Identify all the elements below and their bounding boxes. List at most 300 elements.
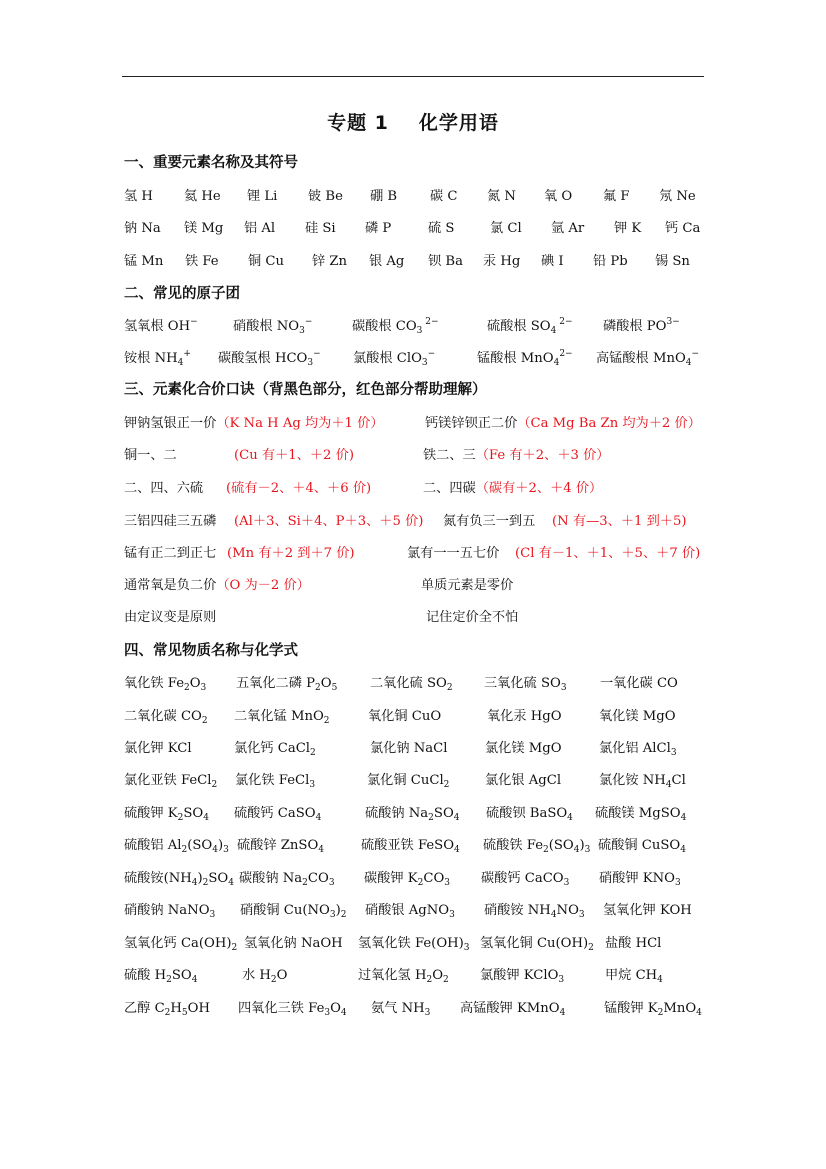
formula-subscript: 2 <box>302 878 308 888</box>
valence-row <box>124 510 724 530</box>
formula-subscript: 2 <box>340 910 347 920</box>
compound-row <box>124 899 724 919</box>
compound-item <box>480 964 564 985</box>
compound-item <box>234 705 330 726</box>
formula-subscript: 4 <box>559 1008 566 1018</box>
formula-part: Al <box>167 838 182 853</box>
compound-name: 二氧化硫 <box>370 676 427 691</box>
formula-subscript: 4 <box>203 813 209 823</box>
valence-note: （K Na H Ag 均为＋1 价） <box>216 416 384 431</box>
valence-rhyme: 二、四碳（碳有＋2、＋4 价） <box>423 481 603 496</box>
compound-item <box>234 802 321 823</box>
valence-note: （Fe 有＋2、＋3 价） <box>475 448 610 463</box>
formula-subscript: 4 <box>228 878 234 888</box>
compound-item <box>364 867 450 888</box>
element-item: 碳 C <box>430 189 458 204</box>
formula-part: Fe <box>526 838 543 853</box>
formula-part: P <box>306 676 316 691</box>
formula-part: Ca(OH) <box>180 936 232 951</box>
compound-row <box>124 834 724 854</box>
compound-name: 一氧化碳 <box>600 676 657 691</box>
formula-part: ) <box>217 838 224 853</box>
formula-part: O <box>189 676 201 691</box>
valence-row <box>124 412 724 432</box>
formula-subscript: 3 <box>563 878 570 888</box>
formula-part: KOH <box>659 903 692 918</box>
group-item-bicarbonate: 碳酸氢根 $HCO_3^-$ <box>218 349 321 368</box>
compound-item <box>460 997 565 1018</box>
formula-part: O <box>276 968 288 983</box>
compound-item <box>599 737 677 758</box>
compound-name: 三氧化硫 <box>484 676 541 691</box>
group-item-permanganate: 高锰酸根 MnO$_4$− <box>596 349 700 368</box>
formula-part: KNO <box>642 871 675 886</box>
compound-item <box>238 997 347 1018</box>
compound-item <box>124 834 229 855</box>
compound-item <box>240 899 346 920</box>
group-item-hydroxide: 氢氧根 OH− <box>124 317 198 334</box>
formula-subscript: 5 <box>181 1008 188 1018</box>
formula-subscript: 2 <box>184 683 190 693</box>
compound-row <box>124 705 724 725</box>
compound-item <box>124 802 209 823</box>
formula-subscript: 4 <box>453 813 460 823</box>
compound-name: 氢氧化钠 <box>244 936 301 951</box>
compound-name: 高锰酸钾 <box>460 1001 517 1016</box>
formula-part: C <box>154 1001 165 1016</box>
formula-subscript: 2 <box>231 943 238 953</box>
compound-name: 四氧化三铁 <box>238 1001 309 1016</box>
formula-part: CaSO <box>277 806 316 821</box>
formula-subscript: 4 <box>454 845 460 855</box>
compound-row <box>124 964 724 984</box>
formula-part: Cu(OH) <box>536 936 589 951</box>
compound-item <box>371 997 430 1018</box>
formula-subscript: 2 <box>443 975 449 985</box>
formula-part: AlCl <box>642 741 671 756</box>
formula-part: CO <box>423 871 445 886</box>
formula-part: Fe <box>167 676 184 691</box>
valence-note: (Cu 有＋1、＋2 价) <box>234 448 354 463</box>
element-row <box>124 217 724 237</box>
element-item: 铍 Be <box>308 189 343 204</box>
valence-note: (N 有—3、＋1 到＋5) <box>552 514 687 529</box>
compound-item <box>485 769 561 788</box>
compound-name: 硫酸铁 <box>483 838 527 853</box>
valence-rhyme: 三铝四硅三五磷 <box>124 514 217 529</box>
compound-name: 氢氧化铜 <box>480 936 537 951</box>
formula-subscript: 2 <box>426 975 433 985</box>
formula-subscript: 2 <box>202 878 209 888</box>
section-heading-compounds: 四、常见物质名称与化学式 <box>124 643 298 659</box>
compound-item <box>124 997 210 1018</box>
formula-subscript: 3 <box>584 845 591 855</box>
formula-part: SO <box>171 968 192 983</box>
group-item-chlorate: 氯酸根 ClO$_3$− <box>353 349 436 368</box>
formula-part: CO <box>180 709 202 724</box>
formula-subscript: 4 <box>318 845 325 855</box>
formula-part: FeCl <box>278 773 310 788</box>
compound-name: 硫酸铝 <box>124 838 168 853</box>
compound-name: 硫酸铵 <box>124 871 164 886</box>
valence-note: (Al＋3、Si＋4、P＋3、＋5 价) <box>234 514 424 529</box>
compound-item <box>484 672 567 693</box>
formula-subscript: 3 <box>444 878 450 888</box>
compound-name: 氯化银 <box>485 773 529 788</box>
formula-part: H <box>414 968 427 983</box>
formula-subscript: 3 <box>463 943 470 953</box>
group-item-phosphate: 磷酸根 $PO^{3-}$ <box>603 317 680 334</box>
element-item: 氢 H <box>124 189 153 204</box>
element-item: 汞 Hg <box>483 254 521 269</box>
compound-name: 硝酸铜 <box>240 903 284 918</box>
formula-subscript: 4 <box>680 845 686 855</box>
valence-note: （碳有＋2、＋4 价） <box>475 481 603 496</box>
formula-part: CuO <box>411 709 442 724</box>
compound-item <box>365 899 455 920</box>
compound-name: 硫酸钾 <box>124 806 168 821</box>
compound-row <box>124 932 724 952</box>
element-item: 氧 O <box>544 189 573 204</box>
compound-name: 盐酸 <box>605 936 636 951</box>
compound-item <box>124 899 215 920</box>
compound-name: 硝酸钾 <box>599 871 643 886</box>
element-item: 硫 S <box>428 221 455 236</box>
formula-subscript: 2 <box>211 780 218 790</box>
element-item: 铁 Fe <box>185 254 219 269</box>
compound-row <box>124 737 724 757</box>
compound-name: 氯化亚铁 <box>124 773 181 788</box>
element-item: 钠 Na <box>124 221 161 236</box>
compound-item <box>595 802 686 823</box>
formula-subscript: 4 <box>191 975 198 985</box>
formula-subscript: 2 <box>428 813 434 823</box>
valence-row <box>124 606 724 626</box>
formula-part: O <box>320 676 332 691</box>
formula-subscript: 4 <box>696 1008 702 1018</box>
compound-item <box>484 899 585 920</box>
compound-name: 氯化铵 <box>599 773 643 788</box>
title-topic: 专题 1 <box>327 112 389 134</box>
formula-part: OH <box>187 1001 210 1016</box>
valence-note: （O 为－2 价） <box>216 578 310 593</box>
formula-subscript: 4 <box>665 780 672 790</box>
element-item: 钙 Ca <box>665 221 701 236</box>
compound-name: 氧化铁 <box>124 676 168 691</box>
formula-subscript: 4 <box>315 813 322 823</box>
formula-subscript: 2 <box>177 813 184 823</box>
compound-item <box>124 705 208 726</box>
compound-item <box>487 705 562 724</box>
compound-name: 甲烷 <box>605 968 636 983</box>
element-item: 氦 He <box>184 189 221 204</box>
valence-rhyme: 二、四、六硫 <box>124 481 204 496</box>
element-item: 锰 Mn <box>124 254 164 269</box>
formula-subscript: 2 <box>270 975 277 985</box>
formula-subscript: 4 <box>657 975 663 985</box>
formula-part: SO <box>426 676 447 691</box>
formula-subscript: 3 <box>424 1008 431 1018</box>
compound-name: 氢氧化钙 <box>124 936 181 951</box>
formula-subscript: 2 <box>443 780 450 790</box>
formula-subscript: 3 <box>578 910 585 920</box>
section-heading-valence: 三、元素化合价口诀（背黑色部分，红色部分帮助理解） <box>124 382 487 398</box>
valence-rhyme: 钾钠氢银正一价（K Na H Ag 均为＋1 价） <box>124 416 384 431</box>
formula-part: ) <box>579 838 585 853</box>
valence-rhyme: 铜一、二 <box>124 448 177 463</box>
formula-part: KCl <box>167 741 192 756</box>
compound-name: 硫酸钡 <box>486 806 530 821</box>
formula-subscript: 2 <box>310 748 316 758</box>
group-item-ammonium: 铵根 $NH_4^+$ <box>124 349 191 368</box>
valence-rhyme: 通常氧是负二价（O 为－2 价） <box>124 578 310 593</box>
formula-part: HgO <box>530 709 562 724</box>
valence-row <box>124 477 724 497</box>
compound-name: 二氧化碳 <box>124 709 181 724</box>
element-item: 锌 Zn <box>312 254 348 269</box>
valence-note: (硫有－2、＋4、＋6 价) <box>226 481 372 496</box>
valence-rhyme: 铁二、三（Fe 有＋2、＋3 价） <box>423 448 610 463</box>
compound-item <box>237 834 324 855</box>
group-row <box>124 315 724 335</box>
formula-part: (NH <box>163 871 192 886</box>
formula-subscript: 3 <box>328 878 335 888</box>
compound-item <box>604 997 702 1018</box>
compound-name: 硫酸铜 <box>598 838 642 853</box>
formula-part: O <box>432 968 444 983</box>
compound-name: 过氧化氢 <box>358 968 415 983</box>
formula-subscript: 4 <box>567 813 573 823</box>
element-item: 氮 N <box>487 189 516 204</box>
formula-subscript: 3 <box>309 780 316 790</box>
compound-name: 氯化钾 <box>124 741 168 756</box>
formula-subscript: 3 <box>558 975 565 985</box>
compound-name: 乙醇 <box>124 1001 155 1016</box>
formula-part: SO <box>540 676 561 691</box>
element-item: 铅 Pb <box>593 254 628 269</box>
formula-subscript: 2 <box>446 683 453 693</box>
compound-name: 硝酸铵 <box>484 903 528 918</box>
element-item: 硼 B <box>370 189 398 204</box>
formula-part: NH <box>642 773 666 788</box>
formula-part: O <box>330 1001 341 1016</box>
compound-item <box>480 932 594 953</box>
formula-part: CO <box>656 676 678 691</box>
compound-name: 硫酸镁 <box>595 806 639 821</box>
formula-subscript: 3 <box>324 1008 331 1018</box>
formula-part: CH <box>635 968 658 983</box>
compound-item <box>368 705 441 724</box>
compound-name: 氯酸钾 <box>480 968 524 983</box>
formula-part: ) <box>335 903 341 918</box>
formula-subscript: 2 <box>323 716 330 726</box>
formula-part: NH <box>527 903 551 918</box>
formula-part: ) <box>197 871 203 886</box>
compound-item <box>599 705 676 724</box>
element-item: 铜 Cu <box>248 254 284 269</box>
compound-item <box>367 769 449 790</box>
element-item: 银 Ag <box>369 254 405 269</box>
compound-name: 氢氧化钾 <box>603 903 660 918</box>
formula-part: H <box>259 968 271 983</box>
compound-item <box>598 834 686 855</box>
formula-part: CuSO <box>641 838 681 853</box>
formula-subscript: 3 <box>209 910 216 920</box>
compound-name: 硫酸亚铁 <box>361 838 418 853</box>
compound-item <box>358 964 449 985</box>
compound-name: 氯化钠 <box>370 741 414 756</box>
valence-rhyme: 锰有正二到正七 <box>124 546 217 561</box>
formula-subscript: 3 <box>329 910 336 920</box>
compound-item <box>124 867 234 888</box>
valence-row <box>124 574 724 594</box>
formula-part: NaNO <box>167 903 210 918</box>
compound-name: 氯化镁 <box>485 741 529 756</box>
element-item: 硅 Si <box>305 221 336 236</box>
formula-part: NO <box>556 903 579 918</box>
compound-name: 氯化钙 <box>234 741 278 756</box>
formula-part: MnO <box>663 1001 697 1016</box>
formula-part: SO <box>433 806 454 821</box>
compound-name: 碳酸钾 <box>364 871 408 886</box>
title-name: 化学用语 <box>418 112 499 134</box>
compound-item <box>239 867 335 888</box>
valence-note: (Mn 有＋2 到＋7 价) <box>227 546 355 561</box>
formula-part: CaCl <box>277 741 311 756</box>
compound-item <box>370 672 453 693</box>
compound-item <box>485 737 562 756</box>
formula-subscript: 2 <box>543 845 549 855</box>
valence-rhyme: 氯有一一五七价 <box>407 546 500 561</box>
formula-part: MnO <box>290 709 324 724</box>
valence-rhyme: 氮有负三一到五 <box>443 514 536 529</box>
formula-part: SO <box>208 871 229 886</box>
compound-name: 氨气 <box>371 1001 402 1016</box>
formula-subscript: 3 <box>560 683 567 693</box>
formula-part: CaCO <box>524 871 564 886</box>
valence-rhyme: 单质元素是零价 <box>421 578 514 593</box>
formula-part: NaCl <box>413 741 448 756</box>
formula-subscript: 2 <box>166 975 172 985</box>
formula-part: HCl <box>635 936 662 951</box>
valence-note: （Ca Mg Ba Zn 均为＋2 价） <box>517 416 701 431</box>
element-item: 锡 Sn <box>655 254 690 269</box>
compound-name: 硫酸锌 <box>237 838 281 853</box>
formula-part: CuCl <box>410 773 444 788</box>
valence-row <box>124 542 724 562</box>
element-item: 碘 I <box>541 254 564 269</box>
element-item: 氩 Ar <box>551 221 585 236</box>
formula-subscript: 5 <box>331 683 338 693</box>
formula-subscript: 4 <box>680 813 687 823</box>
compound-name: 碳酸钙 <box>481 871 525 886</box>
compound-item <box>124 769 217 790</box>
valence-note: (Cl 有－1、＋1、＋5、＋7 价) <box>515 546 701 561</box>
compound-item <box>483 834 590 855</box>
formula-subscript: 2 <box>201 716 208 726</box>
formula-subscript: 4 <box>340 1008 347 1018</box>
compound-name: 硫酸钙 <box>234 806 278 821</box>
formula-subscript: 4 <box>212 845 218 855</box>
header-rule <box>122 76 704 77</box>
formula-subscript: 2 <box>164 1008 171 1018</box>
formula-part: Na <box>408 806 429 821</box>
compound-row <box>124 997 724 1017</box>
compound-item <box>605 964 663 985</box>
element-item: 磷 P <box>365 221 392 236</box>
formula-subscript: 4 <box>191 878 198 888</box>
compound-name: 氧化汞 <box>487 709 531 724</box>
formula-part: AgNO <box>408 903 450 918</box>
element-item: 钾 K <box>614 221 642 236</box>
compound-name: 二氧化锰 <box>234 709 291 724</box>
valence-rhyme: 由定议变是原则 <box>124 610 217 625</box>
formula-part: NaOH <box>300 936 343 951</box>
compound-name: 硫酸 <box>124 968 155 983</box>
compound-item <box>599 769 686 790</box>
compound-item <box>242 964 287 985</box>
formula-subscript: 4 <box>573 845 580 855</box>
formula-subscript: 4 <box>550 910 557 920</box>
formula-subscript: 3 <box>200 683 207 693</box>
formula-part: Fe(OH) <box>414 936 464 951</box>
compound-name: 碳酸钠 <box>239 871 283 886</box>
compound-row <box>124 672 724 692</box>
formula-part: FeSO <box>417 838 455 853</box>
compound-name: 氯化铝 <box>599 741 643 756</box>
element-row <box>124 185 724 205</box>
compound-item <box>124 932 237 953</box>
formula-part: K <box>167 806 178 821</box>
formula-part: Fe <box>308 1001 325 1016</box>
compound-item <box>236 672 337 693</box>
compound-item <box>365 802 460 823</box>
compound-name: 氯化铜 <box>367 773 411 788</box>
compound-row <box>124 802 724 822</box>
compound-name: 硝酸钠 <box>124 903 168 918</box>
element-row <box>124 250 724 270</box>
element-item: 氖 Ne <box>659 189 696 204</box>
formula-part: CO <box>307 871 329 886</box>
compound-name: 水 <box>242 968 260 983</box>
compound-item <box>603 899 692 918</box>
compound-row <box>124 867 724 887</box>
compound-name: 锰酸钾 <box>604 1001 648 1016</box>
section-heading-elements: 一、重要元素名称及其符号 <box>124 155 298 171</box>
valence-rhyme: 钙镁锌钡正二价（Ca Mg Ba Zn 均为＋2 价） <box>425 416 701 431</box>
formula-part: Cu(NO <box>283 903 330 918</box>
element-item: 钡 Ba <box>428 254 463 269</box>
compound-item <box>486 802 573 823</box>
compound-row <box>124 769 724 789</box>
compound-item <box>358 932 470 953</box>
group-item-sulfate: 硫酸根 $SO_4$ $^{2-}$ <box>487 317 573 336</box>
element-item: 氟 F <box>603 189 630 204</box>
page-title <box>0 108 826 135</box>
compound-item <box>481 867 569 888</box>
formula-subscript: 3 <box>223 845 229 855</box>
compound-name: 氧化镁 <box>599 709 643 724</box>
group-item-carbonate: 碳酸根 $CO_3$ $^{2-}$ <box>352 317 439 336</box>
group-item-nitrate: 硝酸根 $NO_3^-$ <box>233 317 313 336</box>
formula-part: (SO <box>548 838 574 853</box>
formula-part: K <box>407 871 418 886</box>
formula-part: H <box>154 968 167 983</box>
compound-item <box>599 867 681 888</box>
compound-name: 氯化铁 <box>235 773 279 788</box>
formula-subscript: 2 <box>181 845 188 855</box>
compound-name: 硝酸银 <box>365 903 409 918</box>
